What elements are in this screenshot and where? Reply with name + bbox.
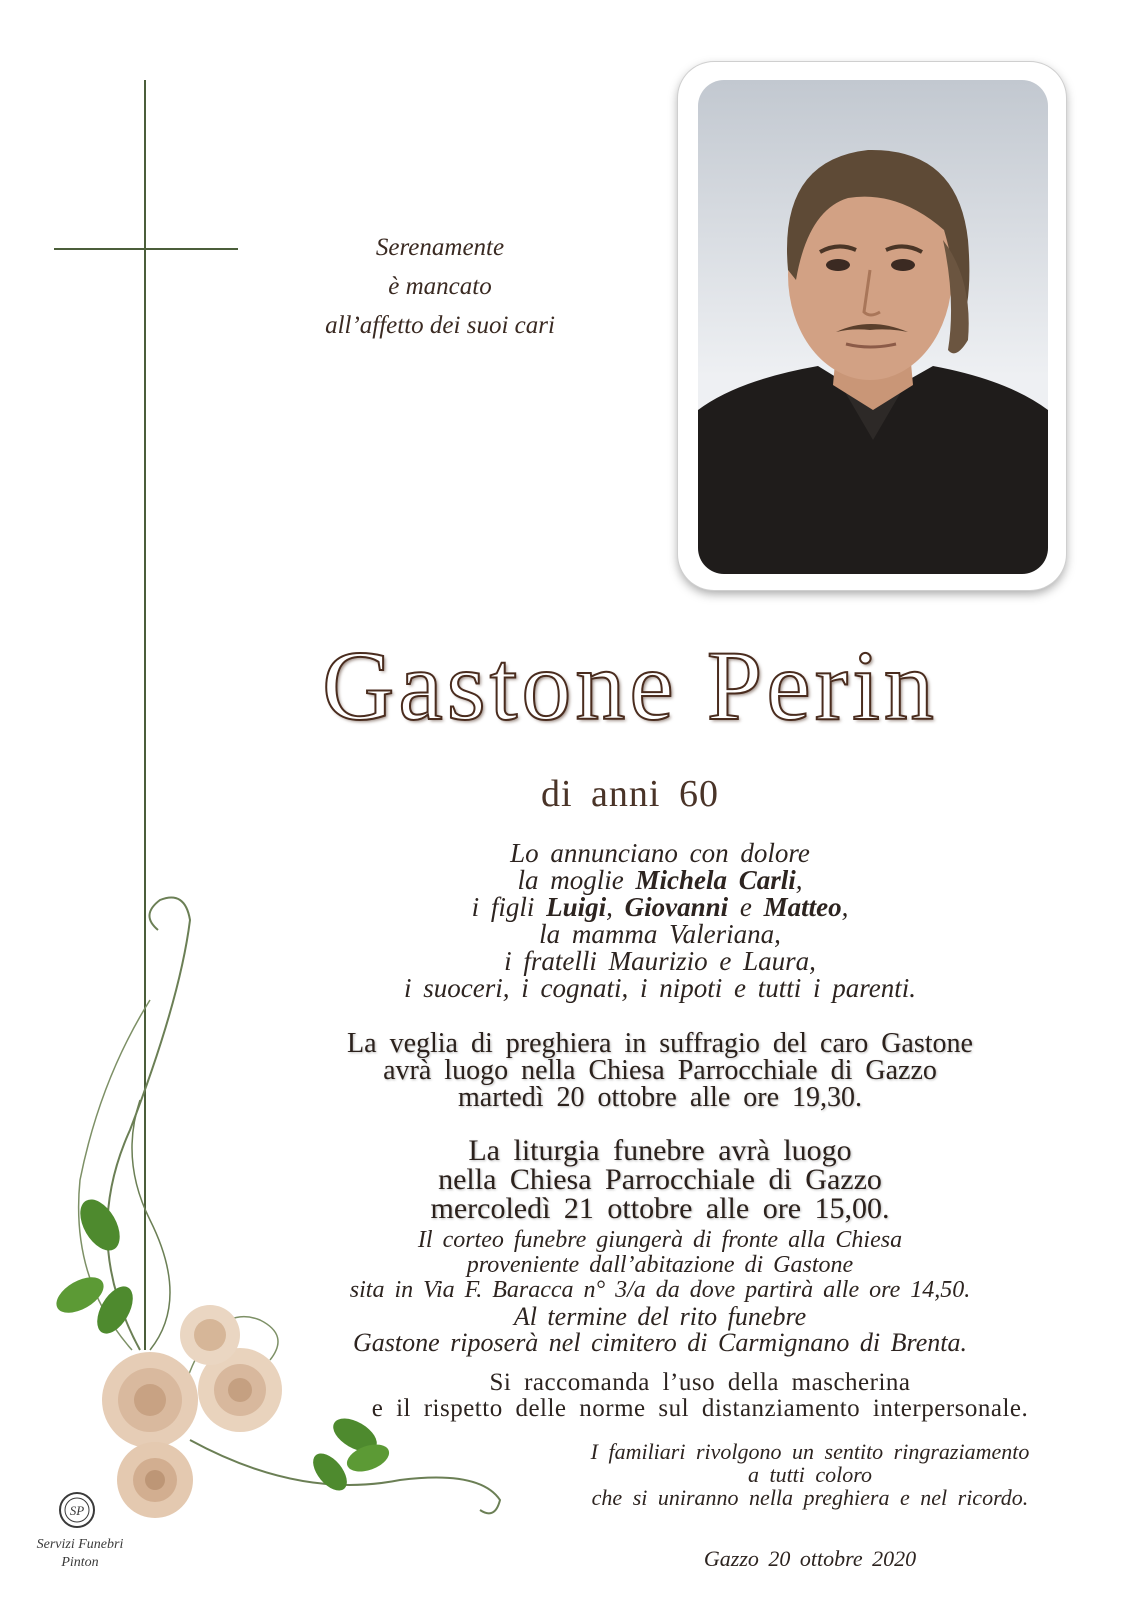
announcement-line-wife: la moglie Michela Carli, [517, 865, 803, 895]
roses-icon [40, 880, 520, 1580]
intro-line: all’affetto dei suoi cari [325, 312, 555, 339]
procession-line: proveniente dall’abitazione di Gastone [466, 1252, 854, 1278]
child-name: Giovanni [624, 892, 729, 922]
vigil-line: avrà luogo nella Chiesa Parrocchiale di Gazzo [383, 1055, 937, 1086]
child-name: Luigi [546, 892, 607, 922]
deceased-age: di anni 60 [541, 773, 719, 815]
vigil-line: martedì 20 ottobre alle ore 19,30. [458, 1082, 862, 1113]
mask-line: Si raccomanda l’uso della mascherina [489, 1369, 911, 1396]
notice-date: Gazzo 20 ottobre 2020 [703, 1546, 917, 1571]
logo-monogram: SP [69, 1503, 85, 1518]
announcement-line: Lo annunciano con dolore [510, 838, 810, 868]
vigil-line: La veglia di preghiera in suffragio del caro Gastone [347, 1028, 973, 1059]
announcement-line-children: i figli Luigi, Giovanni e Matteo, [471, 892, 849, 922]
burial-line: Gastone riposerà nel cimitero di Carmignano di Brenta. [353, 1328, 967, 1357]
announcement-line: i fratelli Maurizio e Laura, [504, 946, 816, 976]
intro-text [270, 228, 610, 345]
funeral-home-line: Servizi Funebri [36, 1537, 124, 1552]
funeral-line: nella Chiesa Parrocchiale di Gazzo [438, 1163, 882, 1196]
funeral-home-logo-icon [57, 1490, 97, 1530]
funeral-line: La liturgia funebre avrà luogo [468, 1134, 852, 1167]
mask-line: e il rispetto delle norme sul distanziamento interpersonale. [371, 1395, 1029, 1422]
funeral-line: mercoledì 21 ottobre alle ore 15,00. [430, 1192, 890, 1225]
thanks-line: a tutti coloro [747, 1462, 873, 1487]
announcement-line: la mamma Valeriana, [539, 919, 781, 949]
thanks-line: che si uniranno nella preghiera e nel ricordo. [591, 1485, 1029, 1510]
intro-line: Serenamente [375, 234, 505, 261]
procession-line: sita in Via F. Baracca n° 3/a da dove partirà alle ore 14,50. [349, 1277, 971, 1303]
cross-icon-horizontal [54, 248, 238, 250]
wife-name: Michela Carli [635, 865, 796, 895]
announcement-line: i suoceri, i cognati, i nipoti e tutti i parenti. [404, 973, 916, 1003]
burial-line: Al termine del rito funebre [513, 1302, 807, 1331]
procession-line: Il corteo funebre giungerà di fronte alla Chiesa [417, 1227, 903, 1253]
thanks-line: I familiari rivolgono un sentito ringraziamento [590, 1439, 1030, 1464]
intro-line: è mancato [388, 273, 492, 300]
funeral-home-line: Pinton [61, 1555, 99, 1570]
thanks-note [520, 1440, 1100, 1509]
portrait-photo [698, 80, 1048, 574]
child-name: Matteo [763, 892, 842, 922]
funeral-home-name [10, 1536, 150, 1572]
deceased-name: Gastone Perin [322, 630, 938, 741]
portrait-illustration [698, 80, 1048, 574]
